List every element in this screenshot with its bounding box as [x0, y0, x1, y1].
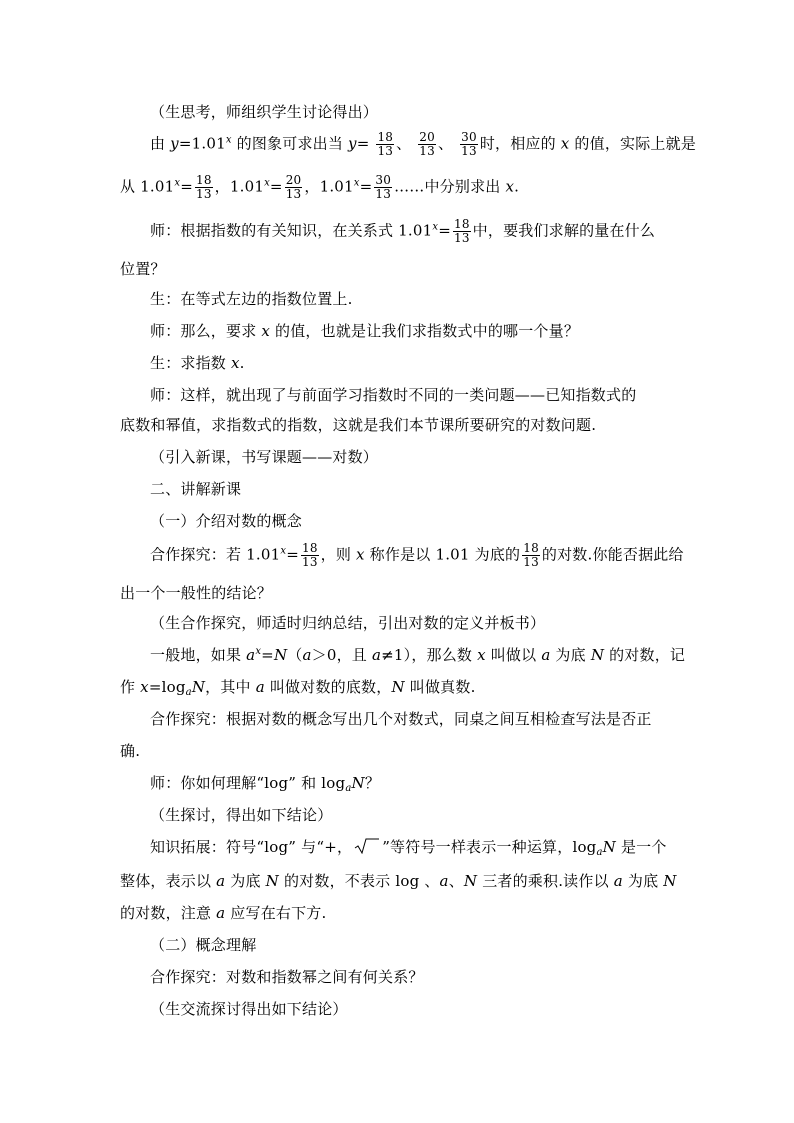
paragraph-23 — [150, 836, 667, 858]
text: = — [269, 177, 283, 196]
text: （生合作探究，师适时归纳总结，引出对数的定义并板书） — [150, 614, 546, 632]
var-a: a — [439, 872, 449, 890]
text: ≠1），那么数 — [381, 646, 478, 664]
paragraph-27 — [150, 966, 424, 987]
text: 、 — [448, 872, 464, 890]
text: = — [261, 646, 274, 664]
text: 出一个一般性的结论？ — [120, 584, 273, 602]
text: 生：在等式左边的指数位置上. — [150, 290, 353, 308]
paragraph-1 — [150, 101, 378, 122]
paragraph-14 — [150, 542, 684, 569]
log-base-a: a — [596, 847, 603, 858]
paragraph-28 — [150, 998, 348, 1019]
paragraph-4 — [150, 218, 655, 245]
text: 叫做真数. — [404, 678, 476, 696]
text: 为底 — [225, 872, 266, 890]
fraction-30-13: $\frac{30}{13}$ — [461, 130, 477, 158]
exponent-x: x — [225, 134, 232, 146]
var-a: a — [246, 646, 256, 664]
text: 合作探究：若 1.01 — [150, 545, 281, 564]
text: 的值，也就是让我们求指数式中的哪一个量？ — [270, 322, 580, 340]
text: 的图象可求出当 — [231, 134, 349, 153]
paragraph-11 — [150, 446, 378, 467]
text: 为底 — [622, 872, 664, 890]
paragraph-16 — [150, 612, 545, 633]
paragraph-3 — [120, 174, 519, 201]
text: 的对数，不表示 log 、 — [279, 872, 440, 890]
text: （一）介绍对数的概念 — [150, 512, 303, 530]
text: 师：那么，要求 — [150, 322, 262, 340]
log-base-a: a — [185, 687, 192, 698]
text: = — [438, 221, 451, 240]
text: 师：这样，就出现了与前面学习指数时不同的一类问题——已知指数式的 — [150, 386, 637, 404]
paragraph-5 — [120, 258, 166, 279]
text: 的对数，注意 — [120, 904, 217, 922]
exponent-x: x — [264, 177, 270, 189]
paragraph-15 — [120, 582, 272, 603]
text: 时，相应的 — [479, 134, 561, 153]
var-N: N — [663, 872, 677, 890]
exponent-x: x — [174, 177, 181, 189]
paragraph-19 — [150, 708, 652, 729]
text: 知识拓展：符号“log” 与“+， — [150, 838, 353, 856]
text: 、 — [437, 134, 454, 153]
var-N: N — [602, 838, 616, 856]
var-a: a — [613, 872, 623, 890]
text: 的对数.你能否据此给 — [541, 545, 684, 564]
text: . — [239, 354, 245, 372]
text: 三者的乘积.读作以 — [477, 872, 614, 890]
text: ＞0，且 — [311, 646, 372, 664]
text: 是一个 — [616, 838, 667, 856]
var-N: N — [590, 646, 605, 664]
text: =1.01 — [178, 134, 226, 153]
text: 合作探究：根据对数的概念写出几个对数式，同桌之间互相检查写法是否正 — [150, 710, 652, 728]
text: 整体，表示以 — [120, 872, 217, 890]
var-y: y — [348, 134, 357, 153]
definition-line-2 — [120, 676, 476, 698]
var-a: a — [371, 646, 382, 664]
var-x: x — [560, 134, 570, 153]
fraction-18-13: $\frac{18}{13}$ — [302, 541, 318, 569]
text: （二）概念理解 — [150, 936, 257, 954]
text: ，则 — [320, 545, 357, 564]
exponent-x: x — [353, 177, 360, 189]
text: 二、讲解新课 — [150, 480, 242, 498]
paragraph-7 — [150, 320, 579, 341]
text: ？ — [364, 774, 381, 792]
fraction-18-13: $\frac{18}{13}$ — [523, 541, 539, 569]
fraction-18-13: $\frac{18}{13}$ — [377, 130, 394, 158]
var-a: a — [302, 646, 312, 664]
text: 、 — [396, 134, 412, 153]
paragraph-10 — [120, 414, 596, 435]
text: ……中分别求出 — [394, 177, 506, 196]
text: ”等符号一样表示一种运算，log — [382, 838, 597, 856]
text: 底数和幂值，求指数式的指数，这就是我们本节课所要研究的对数问题. — [120, 416, 597, 434]
var-x: x — [477, 646, 486, 664]
var-a: a — [541, 646, 551, 664]
var-N: N — [351, 774, 365, 792]
text: ，1.01 — [304, 177, 354, 196]
paragraph-24 — [120, 870, 677, 891]
square-root-icon — [354, 838, 380, 854]
paragraph-8 — [150, 352, 245, 373]
text: 的值，实际上就是 — [569, 134, 697, 153]
var-a: a — [216, 872, 226, 890]
exponent-x: x — [280, 545, 287, 557]
text: （生思考，师组织学生讨论得出） — [150, 103, 379, 121]
text: 为底 — [550, 646, 591, 664]
fraction-20-13: $\frac{20}{13}$ — [285, 173, 302, 201]
text: 应写在右下方. — [225, 904, 327, 922]
subsection-heading-1 — [150, 510, 302, 531]
paragraph-22 — [150, 804, 332, 825]
var-N: N — [191, 678, 206, 696]
text: 位置？ — [120, 260, 166, 278]
fraction-18-13: $\frac{18}{13}$ — [454, 217, 470, 245]
fraction-20-13: $\frac{20}{13}$ — [419, 130, 435, 158]
text: ，1.01 — [214, 177, 265, 196]
var-N: N — [273, 646, 288, 664]
text: = — [286, 545, 299, 564]
var-x: x — [140, 678, 149, 696]
text: 叫做以 — [485, 646, 542, 664]
text: （引入新课，书写课题——对数） — [150, 448, 379, 466]
exponent-x: x — [432, 221, 439, 233]
exponent-x: x — [255, 646, 262, 657]
paragraph-2 — [150, 131, 696, 158]
text: 师：你如何理解“log” 和 log — [150, 774, 346, 792]
text: （生探讨，得出如下结论） — [150, 806, 333, 824]
var-N: N — [391, 678, 405, 696]
var-a: a — [255, 678, 265, 696]
paragraph-21 — [150, 772, 380, 794]
text: 叫做对数的底数， — [264, 678, 392, 696]
text: =log — [148, 678, 186, 696]
text: 称作是以 1.01 为底的 — [364, 545, 521, 564]
var-x: x — [261, 322, 271, 340]
text: = — [180, 177, 193, 196]
text: 由 — [150, 134, 171, 153]
text: ，其中 — [205, 678, 256, 696]
paragraph-25 — [120, 902, 326, 923]
text: 作 — [120, 678, 141, 696]
text: 的对数，记 — [604, 646, 686, 664]
text: （生交流探讨得出如下结论） — [150, 1000, 348, 1018]
var-y: y — [170, 134, 179, 153]
paragraph-9 — [150, 384, 636, 405]
fraction-18-13: $\frac{18}{13}$ — [196, 173, 212, 201]
text: = — [359, 177, 373, 196]
text: 中，要我们求解的量在什么 — [472, 221, 656, 240]
text: . — [514, 177, 520, 196]
text: 从 1.01 — [120, 177, 175, 196]
var-N: N — [265, 872, 279, 890]
var-x: x — [356, 545, 365, 564]
fraction-30-13: $\frac{30}{13}$ — [375, 173, 392, 201]
text: 生：求指数 — [150, 354, 231, 372]
section-heading-2 — [150, 478, 241, 499]
var-x: x — [505, 177, 515, 196]
var-a: a — [216, 904, 226, 922]
text: 合作探究：对数和指数幂之间有何关系？ — [150, 968, 424, 986]
text: 确. — [120, 742, 141, 760]
var-N: N — [463, 872, 478, 890]
text: 一般地，如果 — [150, 646, 247, 664]
definition-line-1 — [150, 644, 685, 665]
text: 师：根据指数的有关知识，在关系式 1.01 — [150, 221, 433, 240]
text: （ — [287, 646, 303, 664]
log-base-a: a — [345, 783, 352, 794]
var-x: x — [230, 354, 240, 372]
paragraph-20 — [120, 740, 140, 761]
subsection-heading-2 — [150, 934, 256, 955]
paragraph-6 — [150, 288, 353, 309]
text: = — [356, 134, 370, 153]
